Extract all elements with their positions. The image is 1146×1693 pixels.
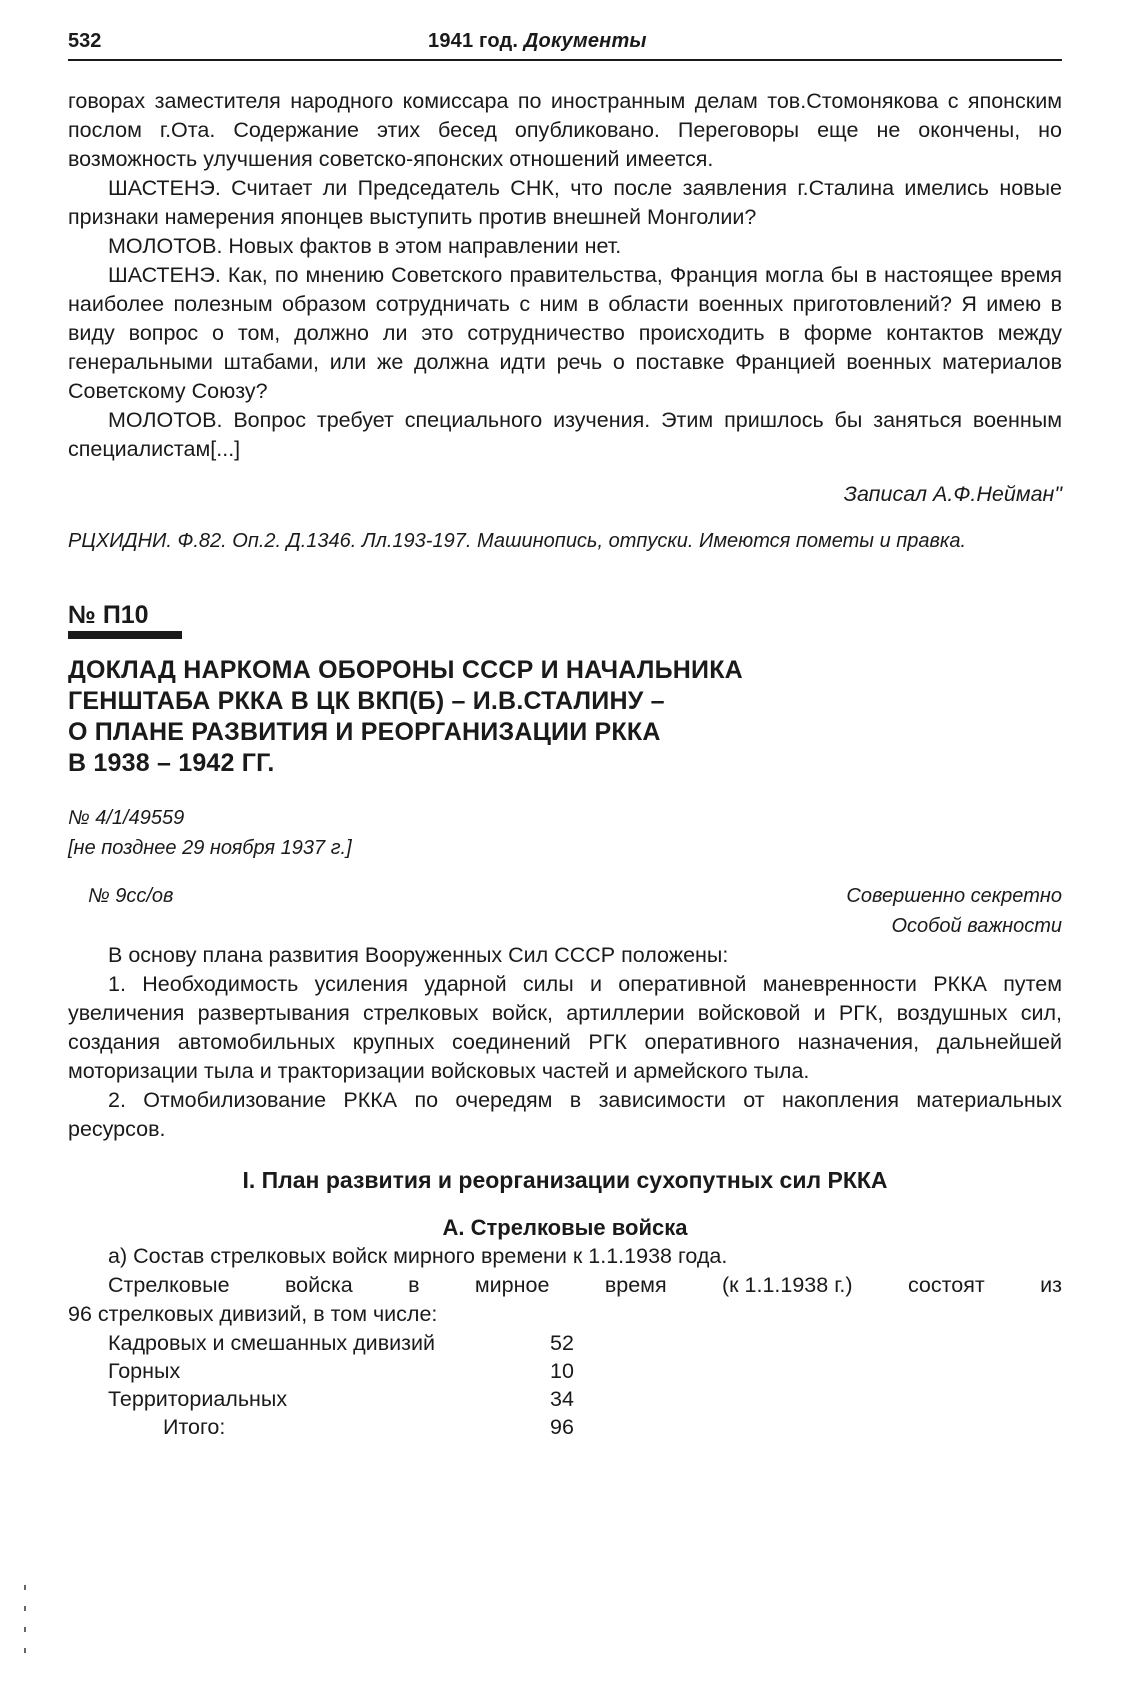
row-value: 10 [550,1359,574,1383]
running-year: 1941 год. [428,30,524,52]
scan-mark [24,1627,26,1632]
scan-mark [24,1606,26,1611]
title-line: ДОКЛАД НАРКОМА ОБОРОНЫ СССР И НАЧАЛЬНИКА [68,656,743,684]
word: (к 1.1.1938 г.) [721,1273,853,1297]
word: состоят [907,1273,985,1297]
document-page [68,30,1062,1441]
title-line: ГЕНШТАБА РККА В ЦК ВКП(Б) – И.В.СТАЛИНУ – [68,687,665,715]
title-line: О ПЛАНЕ РАЗВИТИЯ И РЕОРГАНИЗАЦИИ РККА [68,718,661,746]
classification-line: Особой важности [891,915,1062,937]
paragraph: 1. Необходимость усиления ударной силы и оперативной маневренности РККА путем увеличения развертывания стрелковых войск, артиллерии войсковой и РГК, воздушных сил, создания автомобильных крупных соединений РГК оперативного назначения, дальнейшей моторизации тыла и тракторизации войсковых частей и армейского тыла. [68,972,1062,1083]
total-label: Итого: [163,1415,226,1439]
row-value: 52 [550,1331,574,1355]
row-label: Территориальных [108,1387,288,1411]
scan-mark [24,1585,26,1590]
signature: Записал А.Ф.Нейман" [843,482,1062,506]
paragraph: говорах заместителя народного комиссара по иностранным делам тов.Стомонякова с японским послом г.Ота. Содержание этих бесед опубликовано. Переговоры еще не окончены, но возможность улучшения советско-японских отношений имеется. [68,89,1062,171]
word: Стрелковые [108,1273,230,1297]
row-value: 34 [550,1387,574,1411]
row-label: Кадровых и смешанных дивизий [108,1331,436,1355]
classification-row [68,881,1062,941]
page-body [68,87,1062,1441]
running-title [428,30,647,53]
table-row [68,1385,610,1413]
document-meta [68,803,1062,863]
document-number: № П10 [68,601,149,629]
paragraph: В основу плана развития Вооруженных Сил СССР положены: [108,943,729,967]
title-line: В 1938 – 1942 ГГ. [68,749,275,777]
justified-line [68,1271,1062,1300]
document-number-underline [68,631,182,639]
subsection-heading: А. Стрелковые войска [442,1215,688,1240]
paragraph: 96 стрелковых дивизий, в том числе: [68,1302,438,1326]
table-row [68,1329,610,1357]
word: мирное [474,1273,550,1297]
paragraph: а) Состав стрелковых войск мирного времени к 1.1.1938 года. [108,1244,728,1268]
classification-line: Совершенно секретно [846,885,1062,907]
running-section: Документы [523,30,647,52]
word: войска [284,1273,353,1297]
date-note: [не позднее 29 ноября 1937 г.] [68,837,352,859]
word: время [604,1273,667,1297]
paragraph: 2. Отмобилизование РККА по очередям в зависимости от накопления материальных ресурсов. [68,1088,1062,1141]
scan-edge-marks [24,1585,27,1669]
total-value: 96 [550,1415,574,1439]
paragraph: ШАСТЕНЭ. Считает ли Председатель СНК, что после заявления г.Сталина имелись новые признаки намерения японцев выступить против внешней Монголии? [68,176,1062,229]
document-title [68,655,1062,779]
classification-stamp [846,881,1062,941]
archive-source-note: РЦХИДНИ. Ф.82. Оп.2. Д.1346. Лл.193-197. Машинопись, отпуски. Имеются пометы и правка. [68,530,967,552]
paragraph: МОЛОТОВ. Вопрос требует специального изучения. Этим пришлось бы заняться военным специалистам[...] [68,408,1062,461]
page-number: 532 [68,30,102,52]
division-counts-table [68,1329,610,1441]
table-row [68,1357,610,1385]
paragraph: МОЛОТОВ. Новых фактов в этом направлении нет. [108,234,622,258]
word: из [1040,1273,1062,1297]
scan-mark [24,1648,26,1653]
word: в [408,1273,420,1297]
section-heading: I. План развития и реорганизации сухопутных сил РККА [242,1167,888,1193]
secret-number: № 9сс/ов [88,885,174,907]
table-row-total [68,1413,610,1441]
row-label: Горных [108,1359,181,1383]
page-header [68,30,1062,61]
registration-number: № 4/1/49559 [68,807,185,829]
paragraph: ШАСТЕНЭ. Как, по мнению Советского правительства, Франция могла бы в настоящее время наиболее полезным образом сотрудничать с ним в области военных приготовлений? Я имею в виду вопрос о том, должно ли это сотрудничество происходить в форме контактов между генеральными штабами, или же должна идти речь о поставке Францией военных материалов Советскому Союзу? [68,263,1062,403]
